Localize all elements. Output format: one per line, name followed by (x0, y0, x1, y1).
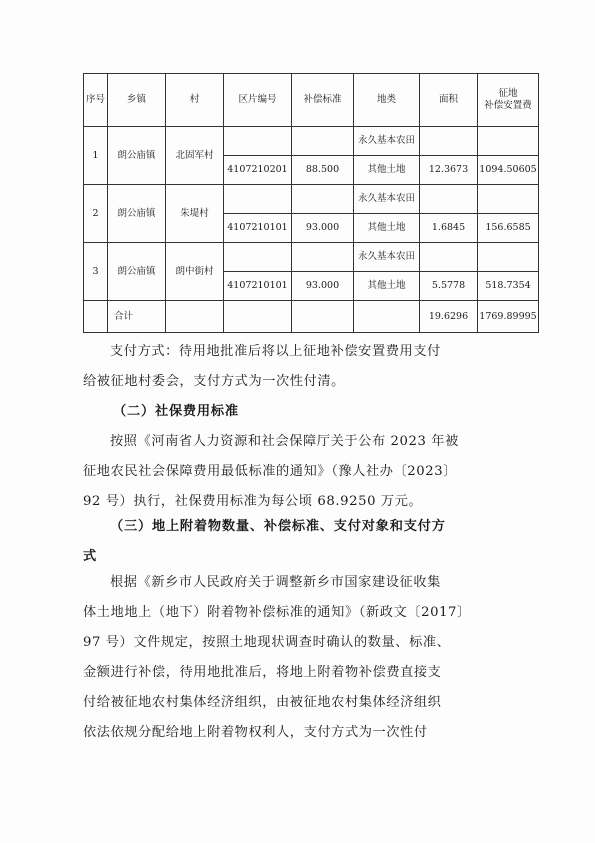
text-line: 根据《新乡市人民政府关于调整新乡市国家建设征收集 (110, 575, 441, 590)
cell-empty (224, 243, 292, 272)
cell-landtype: 其他土地 (354, 214, 420, 243)
cell-empty (224, 127, 292, 156)
cell-empty (224, 185, 292, 214)
cell-no: 3 (84, 243, 108, 301)
cell-village: 朗中街村 (166, 243, 224, 301)
compensation-table (83, 73, 539, 333)
cell-code: 4107210101 (224, 272, 292, 301)
cell-empty (478, 185, 539, 214)
social-paragraph (83, 427, 538, 517)
cell-empty (420, 127, 478, 156)
cell-no: 1 (84, 127, 108, 185)
cell-fee: 1094.50605 (478, 156, 539, 185)
heading-line: 式 (83, 549, 97, 564)
cell-empty (292, 127, 354, 156)
text-line: 征地农民社会保障费用最低标准的通知》（豫人社办〔2023〕 (83, 464, 458, 479)
header-fee: 征地 补偿安置费 (478, 74, 539, 127)
cell-empty (292, 185, 354, 214)
cell-area: 5.5778 (420, 272, 478, 301)
text-line: 给被征地村委会，支付方式为一次性付清。 (83, 374, 345, 389)
cell-empty (420, 243, 478, 272)
text-line: 92 号）执行，社保费用标准为每公顷 68.9250 万元。 (83, 494, 423, 509)
cell-town: 朗公庙镇 (108, 127, 166, 185)
table-row (84, 185, 539, 214)
text-line: 体土地地上（地下）附着物补偿标准的通知》（新政文〔2017〕 (83, 605, 471, 620)
cell-total-label: 合计 (108, 301, 166, 333)
heading-line: （三）地上附着物数量、补偿标准、支付对象和支付方 (110, 519, 446, 534)
cell-code: 4107210201 (224, 156, 292, 185)
text-line: 按照《河南省人力资源和社会保障厅关于公布 2023 年被 (110, 434, 459, 449)
header-town: 乡镇 (108, 74, 166, 127)
section-heading-social: （二）社保费用标准 (113, 404, 239, 419)
text-line: 支付方式：待用地批准后将以上征地补偿安置费用支付 (110, 344, 441, 359)
table-header-row (84, 74, 539, 127)
table-total-row (84, 301, 539, 333)
cell-standard: 93.000 (292, 272, 354, 301)
text-line: 金额进行补偿，待用地批准后，将地上附着物补偿费直接支 (83, 665, 442, 680)
text-line: 97 号）文件规定，按照土地现状调查时确认的数量、标准、 (83, 635, 451, 650)
cell-code: 4107210101 (224, 214, 292, 243)
cell-empty (478, 127, 539, 156)
cell-empty (354, 301, 420, 333)
header-standard: 补偿标准 (292, 74, 354, 127)
cell-area: 12.3673 (420, 156, 478, 185)
cell-empty (478, 243, 539, 272)
cell-landtype: 永久基本农田 (354, 185, 420, 214)
cell-landtype: 永久基本农田 (354, 127, 420, 156)
table-row (84, 127, 539, 156)
text-line: 依法依规分配给地上附着物权利人，支付方式为一次性付 (83, 725, 428, 740)
header-code: 区片编号 (224, 74, 292, 127)
cell-empty (292, 301, 354, 333)
header-village: 村 (166, 74, 224, 127)
cell-empty (224, 301, 292, 333)
section-heading-attachments (83, 512, 538, 572)
cell-town: 朗公庙镇 (108, 185, 166, 243)
cell-empty (420, 185, 478, 214)
cell-village: 北固军村 (166, 127, 224, 185)
cell-town: 朗公庙镇 (108, 243, 166, 301)
cell-total-area: 19.6296 (420, 301, 478, 333)
text-line: 付给被征地农村集体经济组织，由被征地农村集体经济组织 (83, 695, 442, 710)
cell-landtype: 其他土地 (354, 272, 420, 301)
cell-empty (84, 301, 108, 333)
cell-village: 朱堤村 (166, 185, 224, 243)
table-row (84, 243, 539, 272)
attachments-paragraph (83, 568, 538, 748)
header-no: 序号 (84, 74, 108, 127)
cell-landtype: 永久基本农田 (354, 243, 420, 272)
cell-fee: 518.7354 (478, 272, 539, 301)
cell-empty (166, 301, 224, 333)
cell-fee: 156.6585 (478, 214, 539, 243)
cell-total-fee: 1769.89995 (478, 301, 539, 333)
cell-standard: 93.000 (292, 214, 354, 243)
header-area: 面积 (420, 74, 478, 127)
cell-landtype: 其他土地 (354, 156, 420, 185)
cell-standard: 88.500 (292, 156, 354, 185)
cell-area: 1.6845 (420, 214, 478, 243)
payment-paragraph (83, 337, 538, 397)
cell-empty (292, 243, 354, 272)
cell-no: 2 (84, 185, 108, 243)
header-landtype: 地类 (354, 74, 420, 127)
